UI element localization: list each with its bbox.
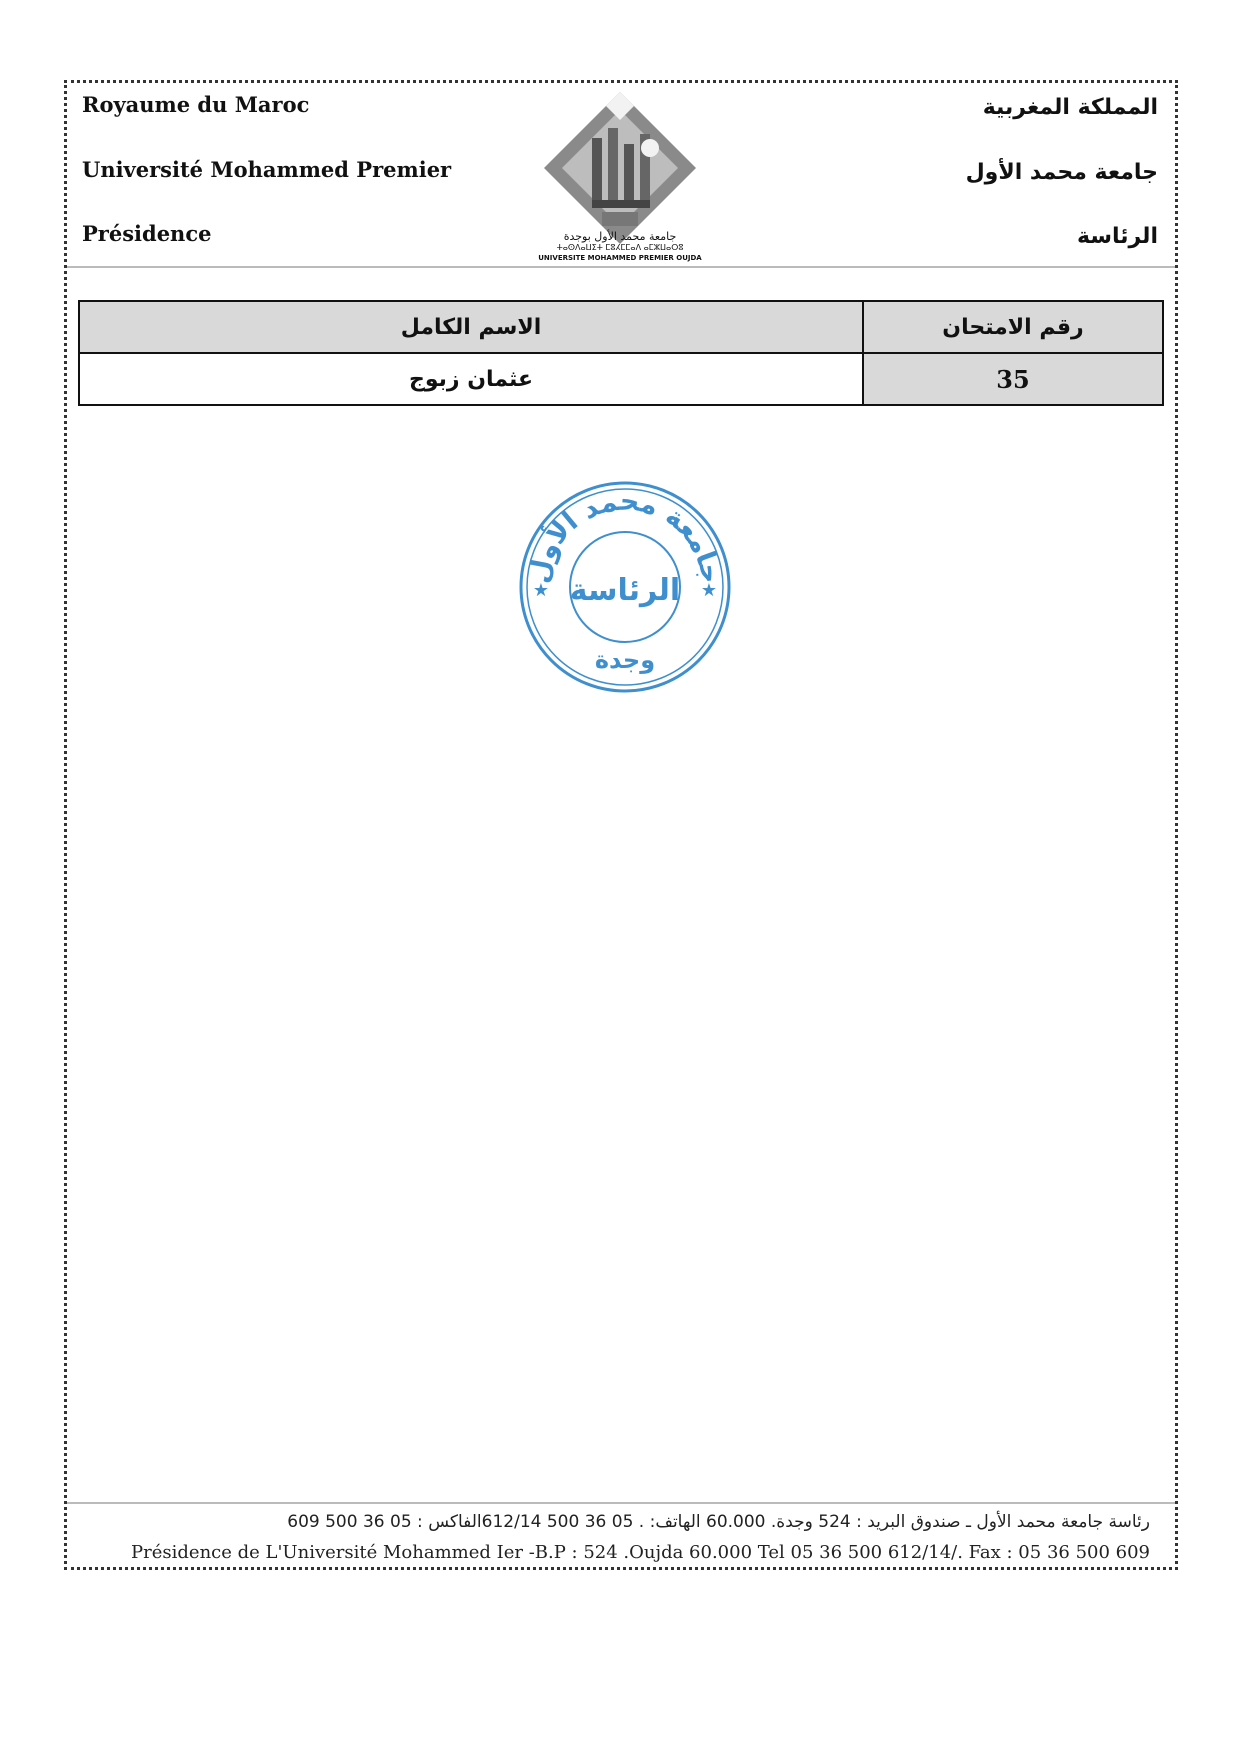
header-presidency-ar: الرئاسة (1077, 224, 1158, 249)
stamp-star-right-icon: ★ (700, 580, 718, 601)
official-stamp-icon (514, 476, 736, 698)
header-kingdom-fr: Royaume du Maroc (82, 92, 310, 117)
header-full-name: الاسم الكامل (79, 301, 863, 353)
stamp-star-left-icon: ★ (532, 580, 550, 601)
logo-caption-fr: UNIVERSITE MOHAMMED PREMIER OUJDA (538, 254, 702, 262)
footer-address-fr: Présidence de L'Université Mohammed Ier -B.P : 524 .Oujda 60.000 Tel 05 36 500 612/14/. Fax : 05 36 500 609 (131, 1542, 1150, 1563)
full-name-cell: عثمان زبوج (79, 353, 863, 405)
svg-text:جامعة محمد الأول (524, 486, 727, 586)
header-presidency-fr: Présidence (82, 221, 212, 246)
header-divider (67, 266, 1175, 268)
header-university-fr: Université Mohammed Premier (82, 157, 452, 182)
stamp-center-text: الرئاسة (569, 573, 681, 608)
header-exam-number: رقم الامتحان (863, 301, 1163, 353)
logo-caption-tifinagh: ⵜⴰⵙⴷⴰⵡⵉⵜ ⵎⵓⵃⵎⵎⴰⴷ ⴰⵎⵣⵡⴰⵔⵓ (556, 243, 684, 252)
header-university-ar: جامعة محمد الأول (965, 160, 1158, 185)
footer-divider (67, 1502, 1175, 1504)
header-kingdom-ar: المملكة المغربية (982, 95, 1158, 120)
exam-number-cell: 35 (863, 353, 1163, 405)
stamp-outer-text: جامعة محمد الأول (523, 485, 727, 586)
stamp-bottom-text: وجدة (594, 646, 656, 674)
exam-info-table (78, 300, 1164, 406)
footer-address-ar: رئاسة جامعة محمد الأول ـ صندوق البريد : 524 وجدة. 60.000 الهاتف: . 05 36 500 612/14الفاكس : 05 36 500 609 (287, 1512, 1150, 1532)
logo-caption-ar: جامعة محمد الأول بوجدة (563, 230, 677, 243)
